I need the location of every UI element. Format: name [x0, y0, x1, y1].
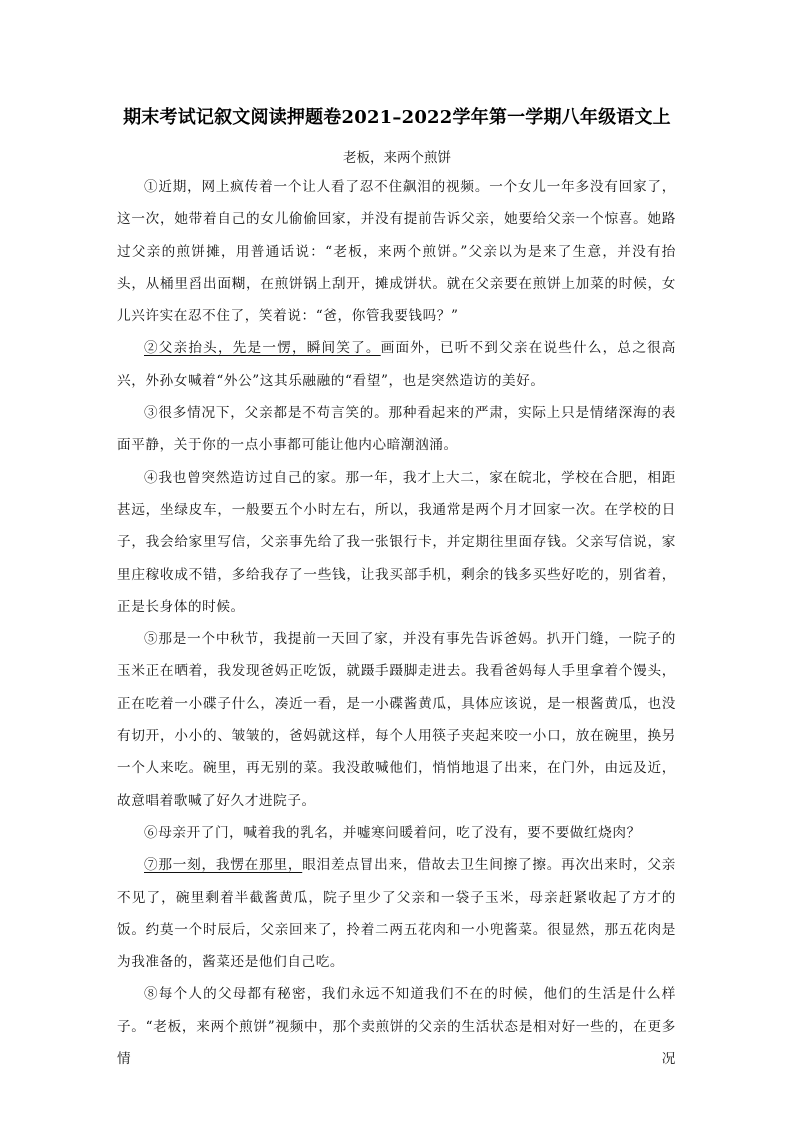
- paragraph-text: ①近期，网上疯传着一个让人看了忍不住飙泪的视频。一个女儿一年多没有回家了，这一次，她带着自己的女儿偷偷回家，并没有提前告诉父亲，她要给父亲一个惊喜。她路过父亲的煎饼摊，用普通话说：“老板，来两个煎饼。”父亲以为是来了生意，并没有抬头，从桶里舀出面糊，在煎饼锅上刮开，摊成饼状。就在父亲要在煎饼上加菜的时候，女儿兴许实在忍不住了，笑着说：“爸，你管我要钱吗？”: [117, 179, 676, 325]
- underlined-sentence: ⑦那一刻，我愣在那里，: [144, 857, 303, 874]
- underlined-sentence: ②父亲抬头，先是一愣，瞬间笑了。: [144, 340, 381, 357]
- paragraph-5: [117, 623, 676, 817]
- paragraph-1: [117, 171, 676, 332]
- article-title: 老板，来两个煎饼: [343, 150, 451, 166]
- paragraph-text: ④我也曾突然造访过自己的家。那一年，我才上大二，家在皖北，学校在合肥，相距甚远，坐绿皮车，一般要五个小时左右，所以，我通常是两个月才回家一次。在学校的日子，我会给家里写信，父亲事先给了我一张银行卡，并定期往里面存钱。父亲写信说，家里庄稼收成不错，多给我存了一些钱，让我买部手机，剩余的钱多买些好吃的，别省着，正是长身体的时候。: [117, 469, 676, 615]
- paragraph-text: 画面外，已听不到父亲在说些什么，总之很高兴，外孙女喊着“外公”这其乐融融的“看望”，也是突然造访的美好。: [117, 340, 677, 389]
- paragraph-6: [117, 817, 676, 849]
- paragraph-text: 眼泪差点冒出来，借故去卫生间擦了擦。再次出来时，父亲不见了，碗里剩着半截酱黄瓜，院子里少了父亲和一袋子玉米，母亲赶紧收起了方才的饭。约莫一个时辰后，父亲回来了，拎着二两五花肉和一小兜酱菜。很显然，那五花肉是为我准备的，酱菜还是他们自己吃。: [117, 857, 676, 971]
- paragraph-text: ⑥母亲开了门，喊着我的乳名，并嘘寒问暖着问，吃了没有，要不要做红烧肉？: [144, 824, 641, 841]
- document-title: 期末考试记叙文阅读押题卷2021–2022学年第一学期八年级语文上: [123, 107, 671, 128]
- paragraph-7: [117, 849, 676, 978]
- paragraph-4: [117, 462, 676, 623]
- article-body: [117, 171, 676, 1075]
- paragraph-2: [117, 332, 676, 397]
- paragraph-text: ⑤那是一个中秋节，我提前一天回了家，并没有事先告诉爸妈。扒开门缝，一院子的玉米正在晒着，我发现爸妈正吃饭，就蹑手蹑脚走进去。我看爸妈每人手里拿着个馒头，正在吃着一小碟子什么，凑近一看，是一小碟酱黄瓜，具体应该说，是一根酱黄瓜，也没有切开，小小的、皱皱的，爸妈就这样，每个人用筷子夹起来咬一小口，放在碗里，换另一个人来吃。碗里，再无别的菜。我没敢喊他们，悄悄地退了出来，在门外，由远及近，故意唱着歌喊了好久才进院子。: [117, 631, 676, 809]
- paragraph-text: ③很多情况下，父亲都是不苟言笑的。那种看起来的严肃，实际上只是情绪深海的表面平静，关于你的一点小事都可能让他内心暗潮汹涌。: [117, 405, 676, 454]
- paragraph-3: [117, 397, 676, 462]
- paragraph-8: [117, 978, 676, 1075]
- paragraph-text: ⑧每个人的父母都有秘密，我们永远不知道我们不在的时候，他们的生活是什么样子。“老板，来两个煎饼”视频中，那个卖煎饼的父亲的生活状态是相对好一些的，在更多情况: [117, 986, 676, 1068]
